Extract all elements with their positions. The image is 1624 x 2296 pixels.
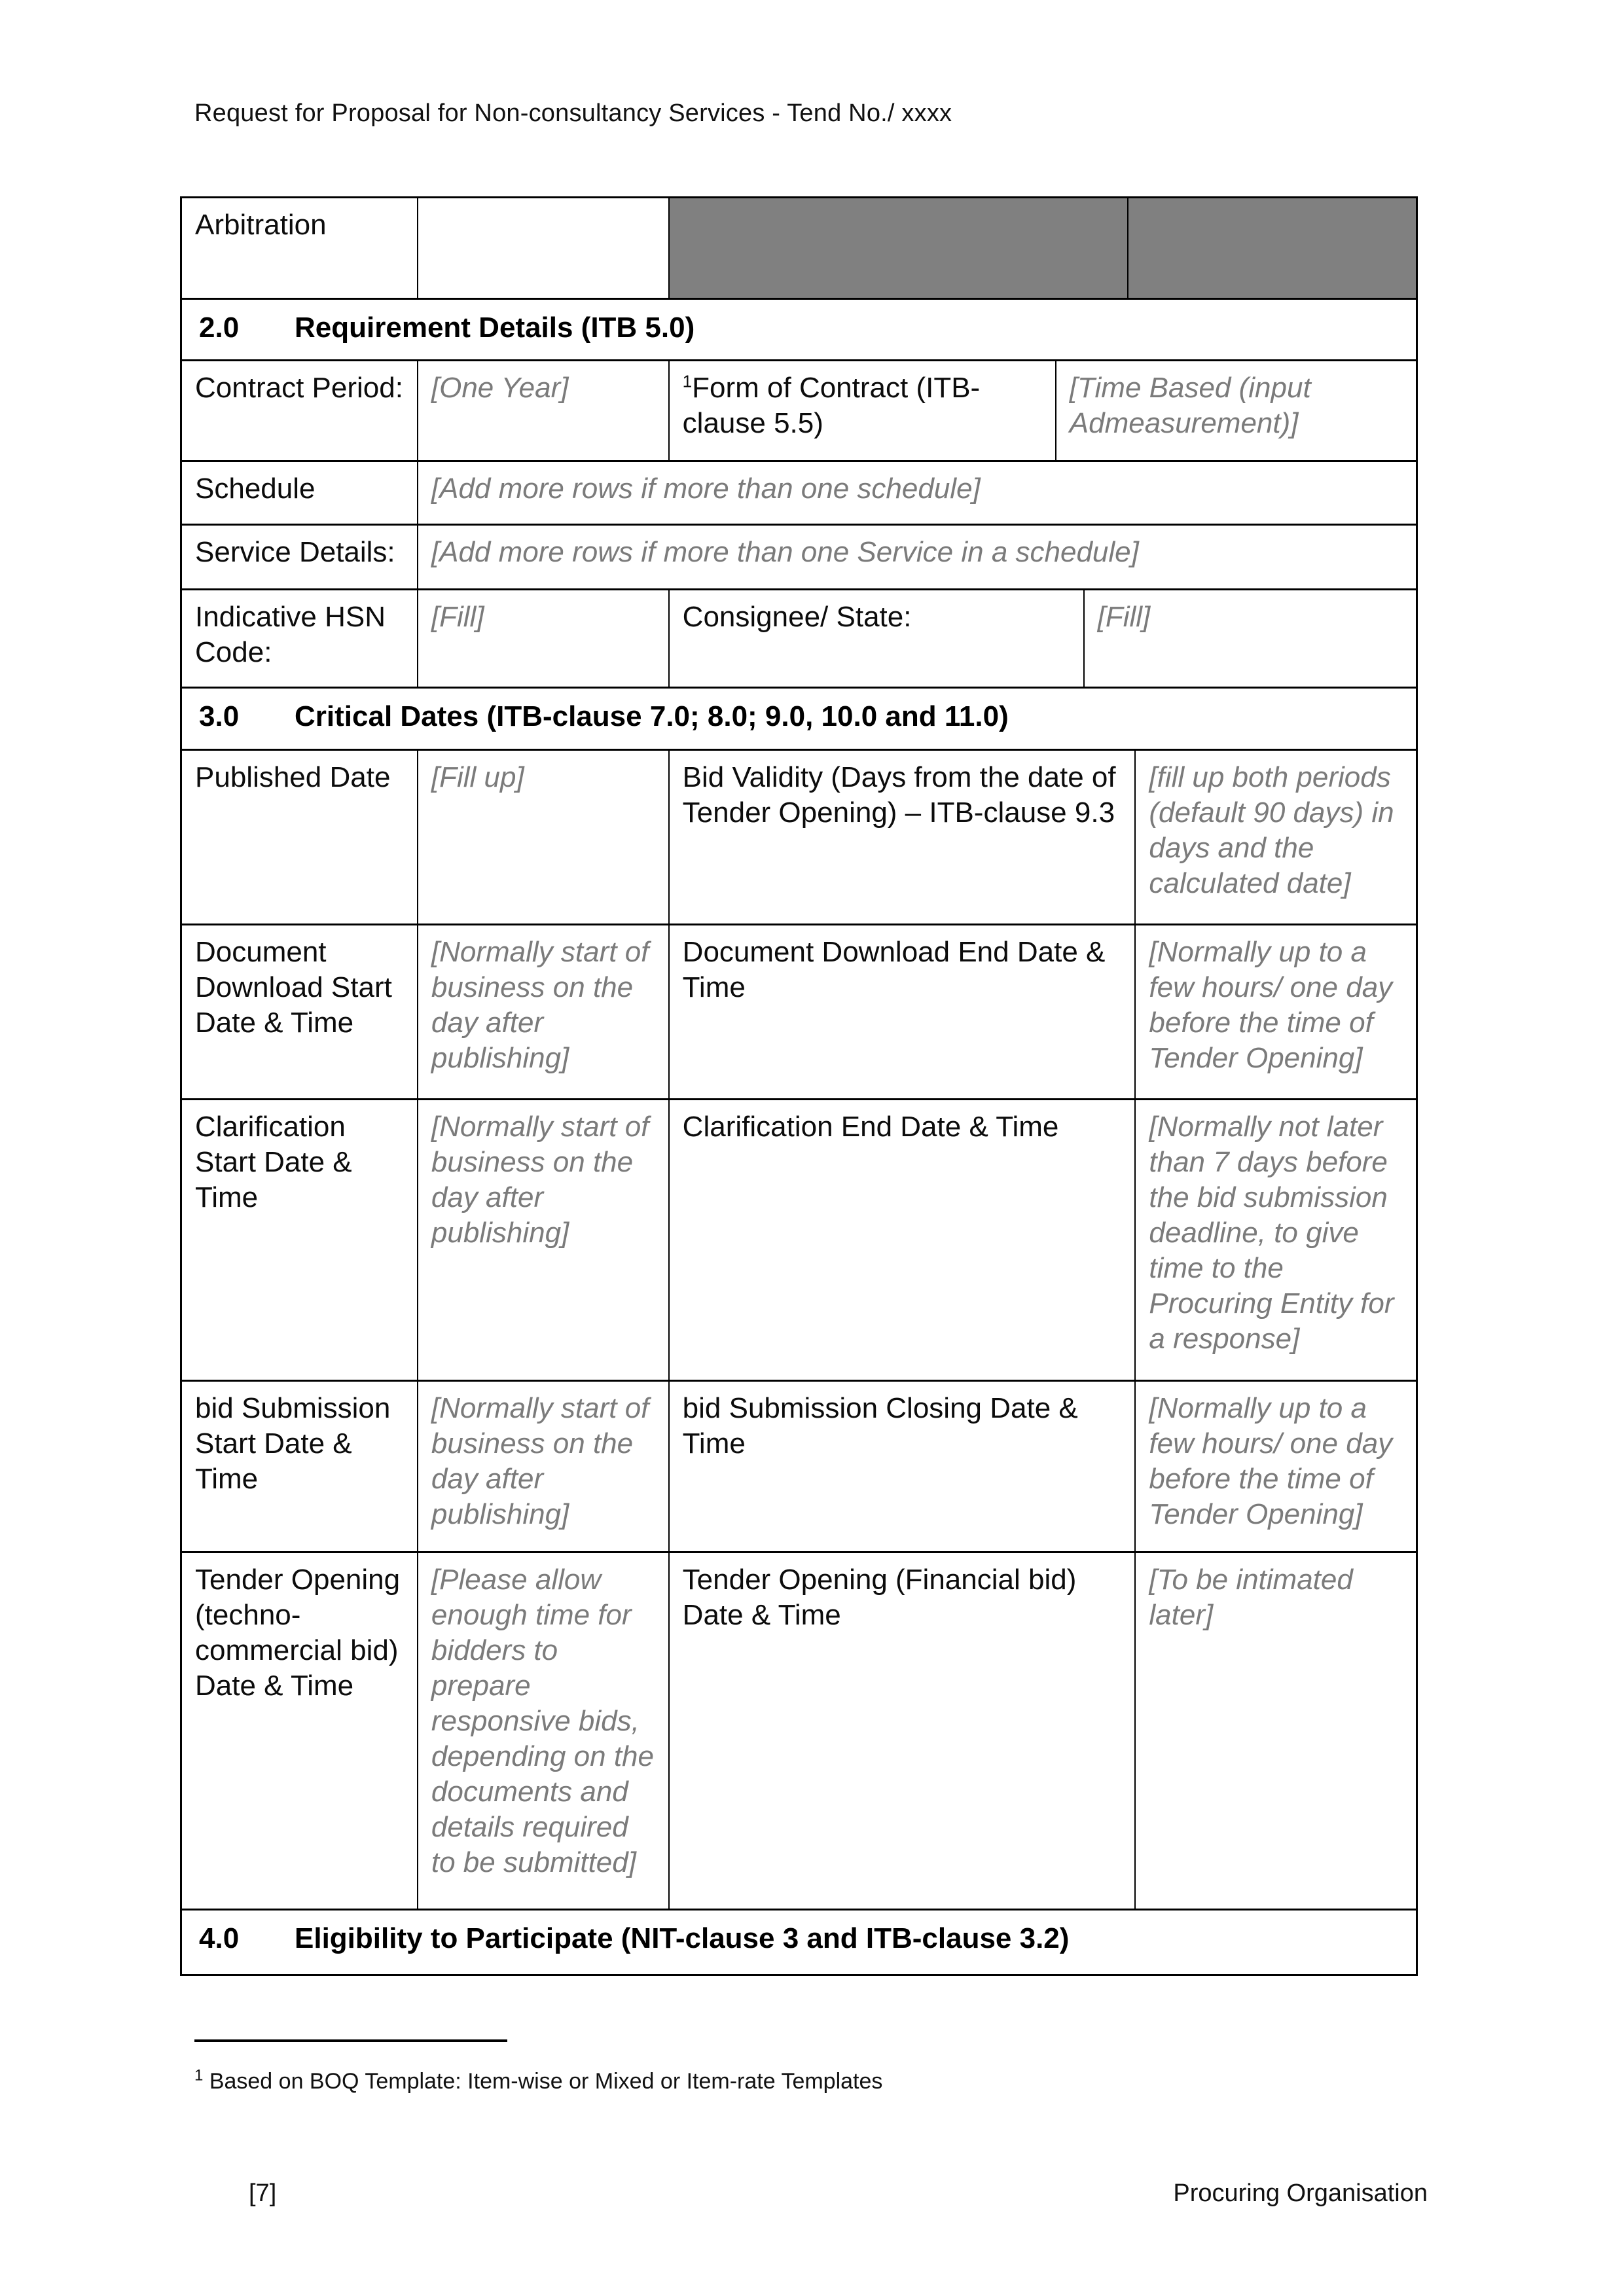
section-title: Critical Dates (ITB-clause 7.0; 8.0; 9.0, 10.0 and 11.0) bbox=[295, 700, 1009, 732]
cell-label: Tender Opening (Financial bid) Date & Time bbox=[668, 1553, 1135, 1909]
section-number: 2.0 bbox=[199, 312, 240, 344]
cell-gray-fill bbox=[668, 198, 1127, 298]
footnote-marker: 1 bbox=[194, 2066, 204, 2085]
cell-placeholder: [To be intimated later] bbox=[1134, 1553, 1416, 1909]
table-row bbox=[182, 198, 1416, 298]
table-row bbox=[182, 359, 1416, 460]
cell-label: Clarification Start Date & Time bbox=[195, 1111, 352, 1213]
table-row bbox=[182, 588, 1416, 687]
cell-label: Arbitration bbox=[195, 209, 327, 241]
cell-label: Service Details: bbox=[195, 536, 395, 568]
cell-label: Schedule bbox=[195, 473, 316, 505]
table-row bbox=[182, 1551, 1416, 1909]
cell-label: Document Download End Date & Time bbox=[668, 925, 1135, 1098]
cell-placeholder: [Time Based (input Admeasurement)] bbox=[1055, 361, 1416, 460]
footnote-separator bbox=[194, 2039, 507, 2042]
cell-label: Published Date bbox=[195, 761, 391, 793]
table-row bbox=[182, 749, 1416, 924]
cell-label: Tender Opening (techno-commercial bid) Date & Time bbox=[195, 1564, 401, 1702]
section-row bbox=[182, 1909, 1416, 1974]
table-row bbox=[182, 1098, 1416, 1380]
page-header-title: Request for Proposal for Non-consultancy Services - Tend No./ xxxx bbox=[194, 99, 952, 127]
footer-organisation: Procuring Organisation bbox=[1173, 2179, 1428, 2207]
table-row bbox=[182, 924, 1416, 1098]
cell-label: Consignee/ State: bbox=[668, 590, 1083, 687]
section-number: 4.0 bbox=[199, 1922, 240, 1954]
cell-placeholder: [Fill] bbox=[417, 590, 668, 687]
table-row bbox=[182, 460, 1416, 524]
cell-placeholder: [Fill] bbox=[1083, 590, 1416, 687]
cell-label: Contract Period: bbox=[195, 372, 403, 404]
cell-placeholder: [Normally start of business on the day after publishing] bbox=[417, 1100, 668, 1380]
cell-placeholder: [One Year] bbox=[417, 361, 668, 460]
cell-label: bid Submission Closing Date & Time bbox=[668, 1382, 1135, 1551]
footnote bbox=[194, 2067, 882, 2096]
cell-placeholder: [Fill up] bbox=[417, 751, 668, 924]
cell-label: Indicative HSN Code: bbox=[195, 601, 386, 668]
footer-page-number: [7] bbox=[249, 2179, 277, 2207]
cell-placeholder: [Normally not later than 7 days before the bid submission deadline, to give time to the Procuring Entity for a response] bbox=[1134, 1100, 1416, 1380]
cell-placeholder: [Add more rows if more than one schedule] bbox=[417, 462, 1416, 524]
table-row bbox=[182, 1380, 1416, 1551]
cell-placeholder: [Please allow enough time for bidders to prepare responsive bids, depending on the documents and details required to be submitted] bbox=[417, 1553, 668, 1909]
cell-placeholder: [Add more rows if more than one Service in a schedule] bbox=[417, 526, 1416, 588]
cell-label: Clarification End Date & Time bbox=[668, 1100, 1135, 1380]
section-title: Requirement Details (ITB 5.0) bbox=[295, 312, 695, 344]
cell-placeholder: [fill up both periods (default 90 days) in days and the calculated date] bbox=[1134, 751, 1416, 924]
cell-placeholder: [Normally up to a few hours/ one day before the time of Tender Opening] bbox=[1134, 925, 1416, 1098]
cell-label: Bid Validity (Days from the date of Tender Opening) – ITB-clause 9.3 bbox=[668, 751, 1135, 924]
cell-placeholder: [Normally up to a few hours/ one day before the time of Tender Opening] bbox=[1134, 1382, 1416, 1551]
cell-label: $^1$Form of Contract (ITB-clause 5.5) bbox=[668, 361, 1055, 460]
section-title: Eligibility to Participate (NIT-clause 3 and ITB-clause 3.2) bbox=[295, 1922, 1070, 1954]
cell-label: Document Download Start Date & Time bbox=[195, 936, 392, 1039]
cell-empty bbox=[417, 198, 668, 298]
cell-label: bid Submission Start Date & Time bbox=[195, 1392, 391, 1495]
footnote-text: Based on BOQ Template: Item-wise or Mixed or Item-rate Templates bbox=[209, 2069, 883, 2094]
cell-gray-fill bbox=[1127, 198, 1416, 298]
cell-placeholder: [Normally start of business on the day after publishing] bbox=[417, 1382, 668, 1551]
table-row bbox=[182, 524, 1416, 588]
rfp-details-table bbox=[180, 196, 1418, 1976]
section-row bbox=[182, 687, 1416, 749]
section-number: 3.0 bbox=[199, 700, 240, 732]
footnote-reference: 1 bbox=[682, 371, 693, 391]
section-row bbox=[182, 298, 1416, 359]
cell-placeholder: [Normally start of business on the day after publishing] bbox=[417, 925, 668, 1098]
